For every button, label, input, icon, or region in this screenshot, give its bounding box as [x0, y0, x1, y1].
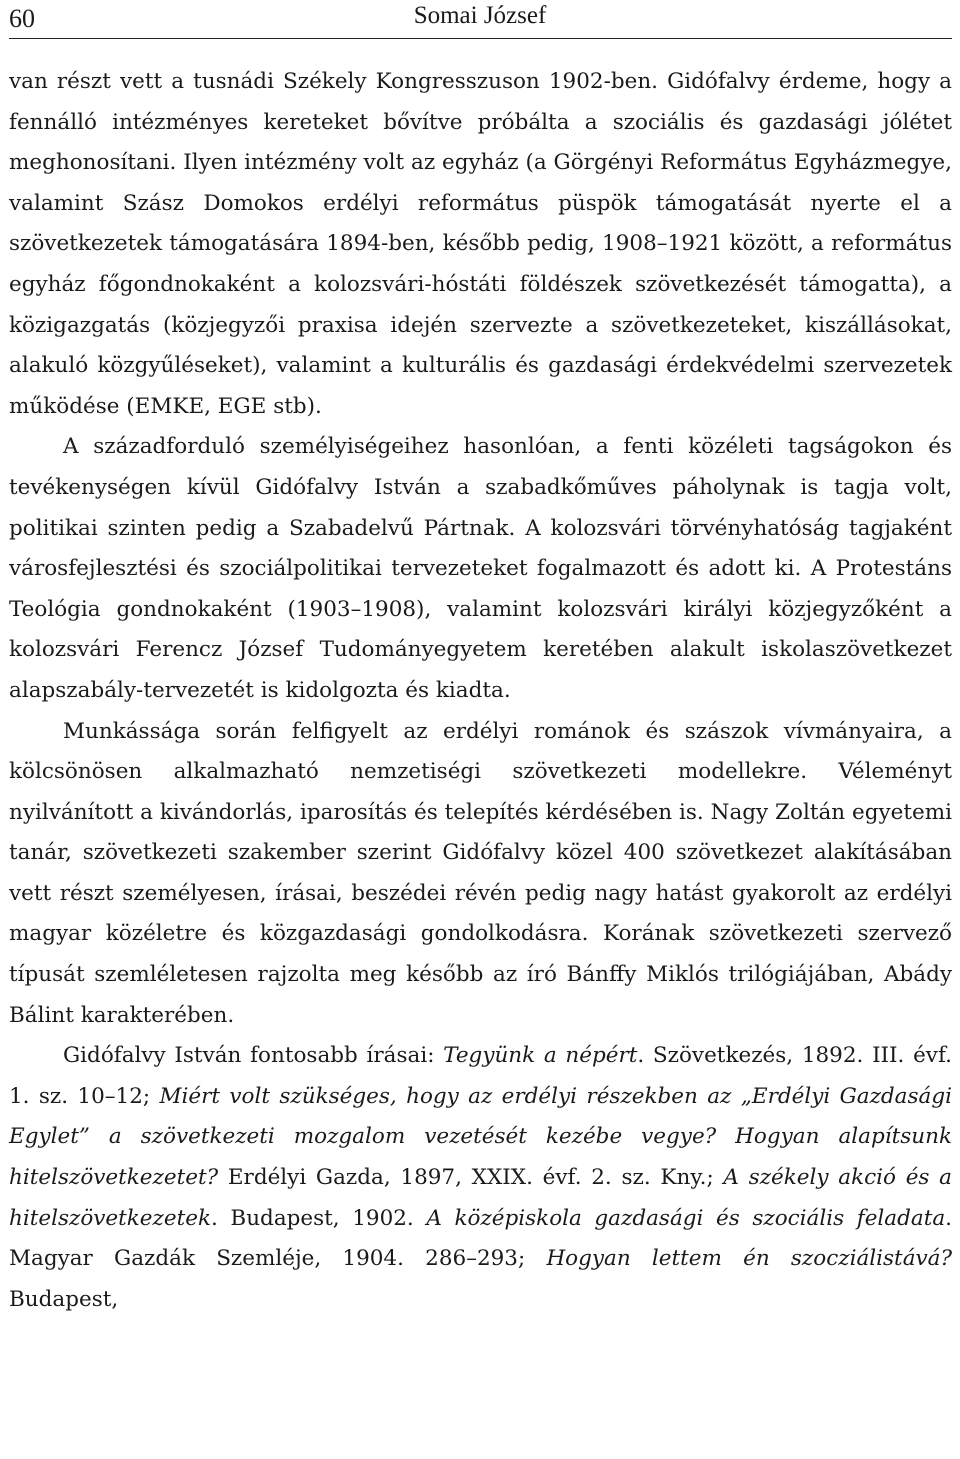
- paragraph-text: A századforduló személyiségeihez hasonlóan, a fenti közéleti tagságokon és tevékenységen kívül Gidófalvy István a szabadkőműves páholynak is tagja volt, politikai szinten pedig a Szabadelvű Pártnak. A kolozsvári törvényhatóság tagjaként városfejlesztési és szociálpolitikai tervezeteket fogalmazott és adott ki. A Protestáns Teológia gondnokaként (1903–1908), valamint kolozsvári királyi közjegyzőként a kolozsvári Ferencz József Tudományegyetem keretében alakult iskolaszövetkezet alapszabály-tervezetét is kidolgozta és kiadta.: [9, 434, 952, 703]
- running-head: Somai József: [413, 2, 547, 29]
- body-text: [9, 62, 952, 1320]
- paragraph-text: Munkássága során felfigyelt az erdélyi románok és szászok vívmányaira, a kölcsönösen alkalmazható nemzetiségi szövetkezeti modellekre. Véleményt nyilvánított a kivándorlás, iparosítás és telepítés kérdésében is. Nagy Zoltán egyetemi tanár, szövetkezeti szakember szerint Gidófalvy közel 400 szövetkezet alakításában vett részt személyesen, írásai, beszédei révén pedig nagy hatást gyakorolt az erdélyi magyar közéletre és közgazdasági gondolkodásra. Korának szövetkezeti szervező típusát szemléletesen rajzolta meg később az író Bánffy Miklós trilógiájában, Abády Bálint karakterében.: [9, 718, 952, 1028]
- paragraph-text: Erdélyi Gazda, 1897, XXIX. évf. 2. sz. Kny.;: [218, 1165, 724, 1191]
- paragraph: [9, 712, 952, 1037]
- paragraph: [9, 62, 952, 427]
- header-rule: [9, 38, 952, 39]
- paragraph: [9, 1036, 952, 1320]
- paragraph-text: Budapest,: [9, 1286, 119, 1312]
- italic-title-text: Hogyan lettem én szocziálistává?: [546, 1246, 953, 1272]
- italic-title-text: A székely akció és a hitelszövetkezetek: [9, 1165, 952, 1231]
- paragraph-text: . Magyar Gazdák Szemléje, 1904. 286–293;: [9, 1205, 953, 1272]
- italic-title-text: Miért volt szükséges, hogy az erdélyi részekben az „Erdélyi Gazdasági Egylet” a szövetkezeti mozgalom vezetését kezébe vegye? Hogyan alapítsunk hitelszövetkezetet?: [9, 1083, 952, 1191]
- paragraph-text: . Szövetkezés, 1892. III. évf. 1. sz. 10–12;: [9, 1043, 952, 1109]
- paragraph-text: . Budapest, 1902.: [210, 1205, 427, 1231]
- paragraph-text: van részt vett a tusnádi Székely Kongresszuson 1902-ben. Gidófalvy érdeme, hogy a fennálló intézményes kereteket bővítve próbálta a szociális és gazdasági jólétet meghonosítani. Ilyen intézmény volt az egyház (a Görgényi Református Egyházmegye, valamint Szász Domokos erdélyi református püspök támogatását nyerte el a szövetkezetek támogatására 1894-ben, később pedig, 1908–1921 között, a református egyház főgondnokaként a kolozsvári-hóstáti földészek szövetkezését támogatta), a közigazgatás (közjegyzői praxisa idején szervezte a szövetkezeteket, kiszállásokat, alakuló közgyűléseket), valamint a kulturális és gazdasági érdekvédelmi szervezetek működése (EMKE, EGE stb).: [9, 69, 952, 419]
- italic-title-text: Tegyünk a népért: [443, 1043, 638, 1069]
- paragraph: [9, 427, 952, 711]
- paragraph-text: Gidófalvy István fontosabb írásai:: [63, 1043, 444, 1069]
- page-header: [0, 0, 960, 42]
- italic-title-text: A középiskola gazdasági és szociális feladata: [426, 1205, 946, 1231]
- page-number: 60: [9, 4, 35, 33]
